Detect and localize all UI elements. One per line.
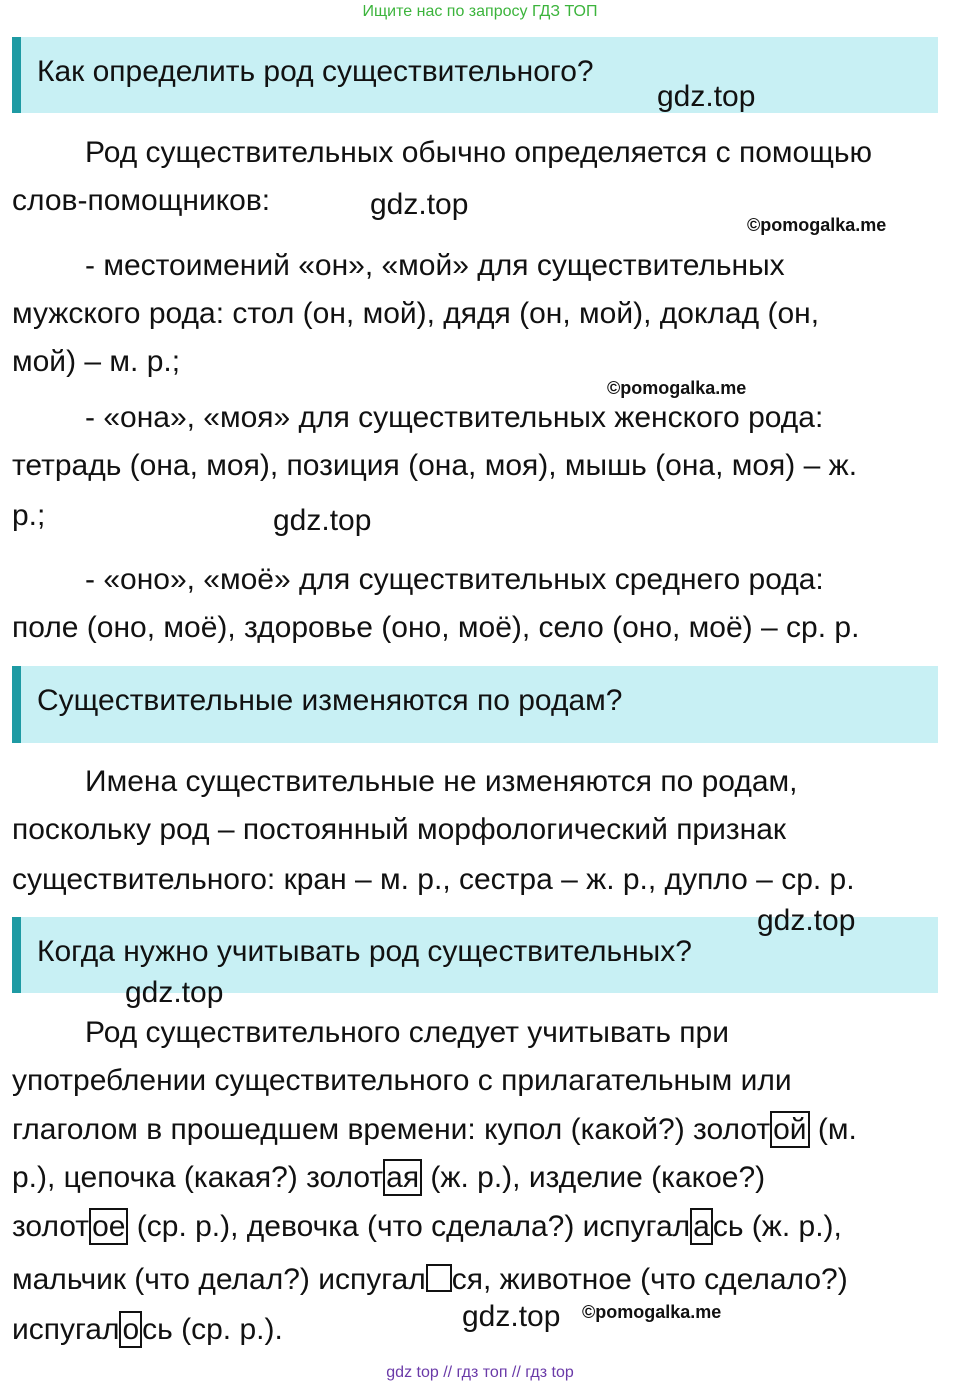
highlighted-ending: ое <box>89 1208 128 1245</box>
text-segment: сь (ср. р.). <box>142 1313 283 1346</box>
paragraph-line: Род существительных обычно определяется с помощью <box>85 136 873 169</box>
paragraph-line: существительного: кран – м. р., сестра – ж. р., дупло – ср. р. <box>12 863 855 896</box>
text-segment: (ж. р.), изделие (какое?) <box>422 1161 766 1194</box>
watermark-gdz: gdz.top <box>657 80 756 113</box>
text-segment: золот <box>12 1210 90 1243</box>
paragraph-line <box>12 1310 283 1350</box>
paragraph-line: мой) – м. р.; <box>12 345 181 378</box>
highlighted-ending: о <box>119 1311 142 1348</box>
text-segment: испугал <box>12 1313 120 1346</box>
paragraph-line <box>12 1207 842 1247</box>
text-segment: сь (ж. р.), <box>712 1210 842 1243</box>
paragraph-line <box>12 1110 857 1150</box>
text-segment: глаголом в прошедшем времени: купол (какой?) золот <box>12 1113 771 1146</box>
text-segment: мальчик (что делал?) испугал <box>12 1263 426 1296</box>
paragraph-line: слов-помощников: <box>12 184 271 217</box>
footer-links: gdz top // гдз топ // гдз top <box>386 1364 574 1381</box>
paragraph-line <box>12 1260 848 1300</box>
highlighted-ending: ой <box>770 1111 809 1148</box>
watermark-pomogalka: ©pomogalka.me <box>747 215 887 235</box>
text-segment: р.), цепочка (какая?) золот <box>12 1161 384 1194</box>
watermark-pomogalka: ©pomogalka.me <box>582 1302 722 1322</box>
watermark-gdz: gdz.top <box>370 188 469 221</box>
watermark-gdz: gdz.top <box>757 904 856 937</box>
paragraph-line: поле (оно, моё), здоровье (оно, моё), село (оно, моё) – ср. р. <box>12 611 860 644</box>
question-title-1: Как определить род существительного? <box>37 55 594 88</box>
paragraph-line: р.; <box>12 499 46 532</box>
paragraph-line: мужского рода: стол (он, мой), дядя (он, мой), доклад (он, <box>12 297 820 330</box>
paragraph-line: - местоимений «он», «мой» для существительных <box>85 249 785 282</box>
highlighted-ending: а <box>690 1208 713 1245</box>
question-box-2 <box>12 666 938 743</box>
watermark-gdz: gdz.top <box>273 504 372 537</box>
empty-ending-box <box>426 1264 452 1292</box>
paragraph-line: тетрадь (она, моя), позиция (она, моя), мышь (она, моя) – ж. <box>12 449 858 482</box>
highlighted-ending: ая <box>383 1159 422 1196</box>
paragraph-line: - «она», «моя» для существительных женского рода: <box>85 401 824 434</box>
question-title-2: Существительные изменяются по родам? <box>37 684 623 717</box>
watermark-pomogalka: ©pomogalka.me <box>607 378 747 398</box>
paragraph-line: - «оно», «моё» для существительных среднего рода: <box>85 563 824 596</box>
question-title-3: Когда нужно учитывать род существительных? <box>37 935 692 968</box>
watermark-gdz: gdz.top <box>125 976 224 1009</box>
paragraph-line: поскольку род – постоянный морфологический признак <box>12 813 787 846</box>
text-segment: (ср. р.), девочка (что сделала?) испугал <box>128 1210 691 1243</box>
watermark-gdz: gdz.top <box>462 1300 561 1333</box>
top-banner: Ищите нас по запросу ГДЗ ТОП <box>362 3 598 20</box>
text-segment: (м. <box>809 1113 857 1146</box>
text-segment: ся, животное (что сделало?) <box>451 1263 848 1296</box>
paragraph-line: Имена существительные не изменяются по родам, <box>85 765 798 798</box>
paragraph-line: Род существительного следует учитывать при <box>85 1016 729 1049</box>
question-box-1 <box>12 37 938 113</box>
paragraph-line <box>12 1158 765 1198</box>
paragraph-line: употреблении существительного с прилагательным или <box>12 1064 792 1097</box>
